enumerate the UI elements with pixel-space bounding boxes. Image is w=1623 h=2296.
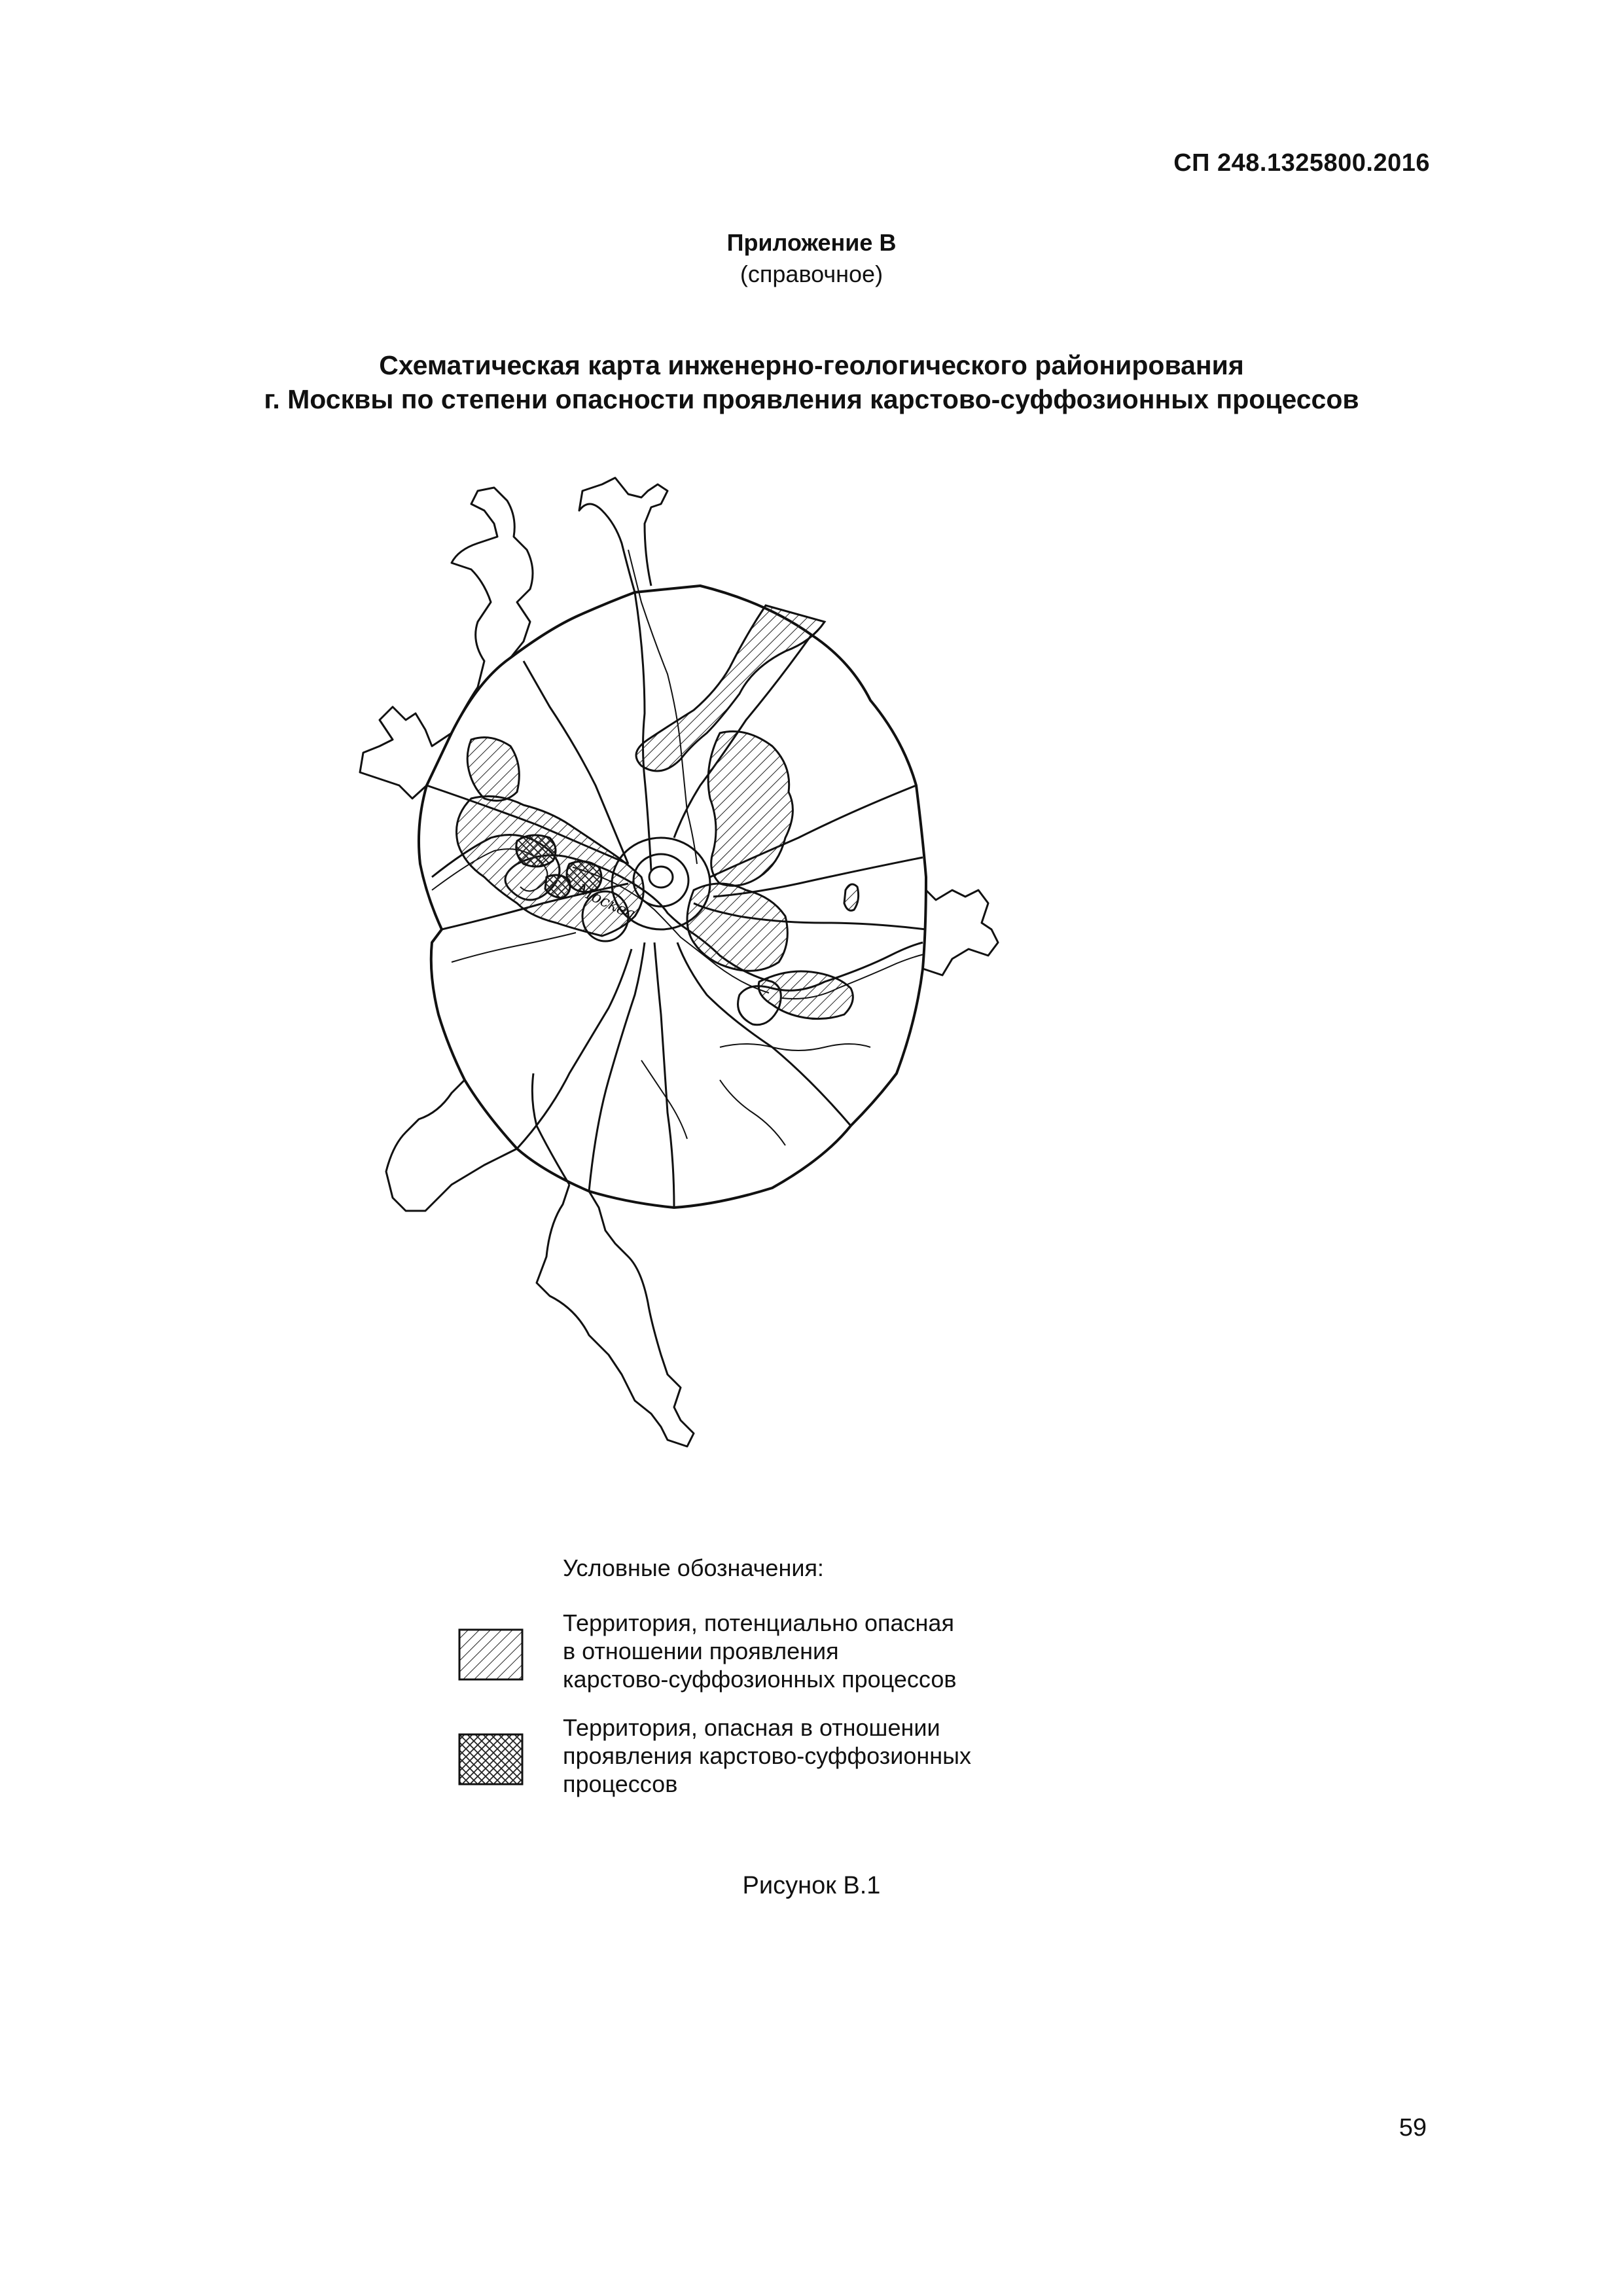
appendix-type: (справочное) bbox=[740, 260, 883, 287]
southeast-stream bbox=[720, 1080, 785, 1145]
legend-text-potentially-hazardous bbox=[563, 1609, 1060, 1693]
setun-river bbox=[452, 933, 576, 962]
southwest-satellite bbox=[386, 1080, 517, 1211]
legend-text-hazardous bbox=[563, 1713, 1060, 1798]
document-code: СП 248.1325800.2016 bbox=[1173, 149, 1430, 177]
cross-hatch-swatch bbox=[458, 1733, 524, 1785]
gorodnya-river bbox=[720, 1044, 870, 1050]
east-satellite bbox=[923, 877, 998, 975]
legend-line: Территория, потенциально опасная bbox=[563, 1609, 954, 1636]
legend-line: Территория, опасная в отношении bbox=[563, 1714, 940, 1741]
page-number: 59 bbox=[1399, 2114, 1427, 2142]
hazard-zone-southeast bbox=[758, 971, 853, 1019]
yauza-river bbox=[628, 550, 697, 864]
radial-road-north bbox=[635, 592, 651, 870]
moscow-karst-map bbox=[353, 471, 1099, 1532]
west-satellite bbox=[360, 707, 452, 798]
danger-zone-1 bbox=[516, 835, 556, 867]
northwest-satellite bbox=[452, 488, 533, 733]
south-satellite bbox=[537, 1185, 694, 1446]
legend-line: процессов bbox=[563, 1770, 678, 1797]
diagonal-hatch-swatch bbox=[458, 1628, 524, 1681]
figure-caption: Рисунок В.1 bbox=[742, 1872, 881, 1899]
legend-line: в отношении проявления bbox=[563, 1638, 839, 1664]
appendix-title: Приложение В bbox=[726, 229, 897, 256]
hazard-zone-east-small bbox=[844, 884, 859, 910]
north-satellite bbox=[579, 478, 668, 592]
kremlin-area bbox=[649, 867, 673, 888]
legend-line: карстово-суффозионных процессов bbox=[563, 1666, 957, 1693]
hazard-zone-northeast bbox=[708, 732, 793, 886]
radial-road-ssw bbox=[589, 942, 645, 1191]
radial-road-south bbox=[654, 942, 674, 1208]
legend-line: проявления карстово-суффозионных bbox=[563, 1742, 971, 1769]
radial-road-southeast bbox=[677, 942, 851, 1126]
hazard-zone-center-east bbox=[687, 884, 787, 971]
radial-road-sse bbox=[532, 1073, 569, 1185]
legend-heading: Условные обозначения: bbox=[563, 1554, 824, 1581]
map-title-line-2: г. Москвы по степени опасности проявления карстово-суффозионных процессов bbox=[264, 384, 1359, 414]
map-title-line-1: Схематическая карта инженерно-геологического районирования bbox=[379, 350, 1244, 380]
river-label: Москва bbox=[574, 880, 639, 924]
hazard-zone-northwest-strip bbox=[467, 738, 519, 801]
